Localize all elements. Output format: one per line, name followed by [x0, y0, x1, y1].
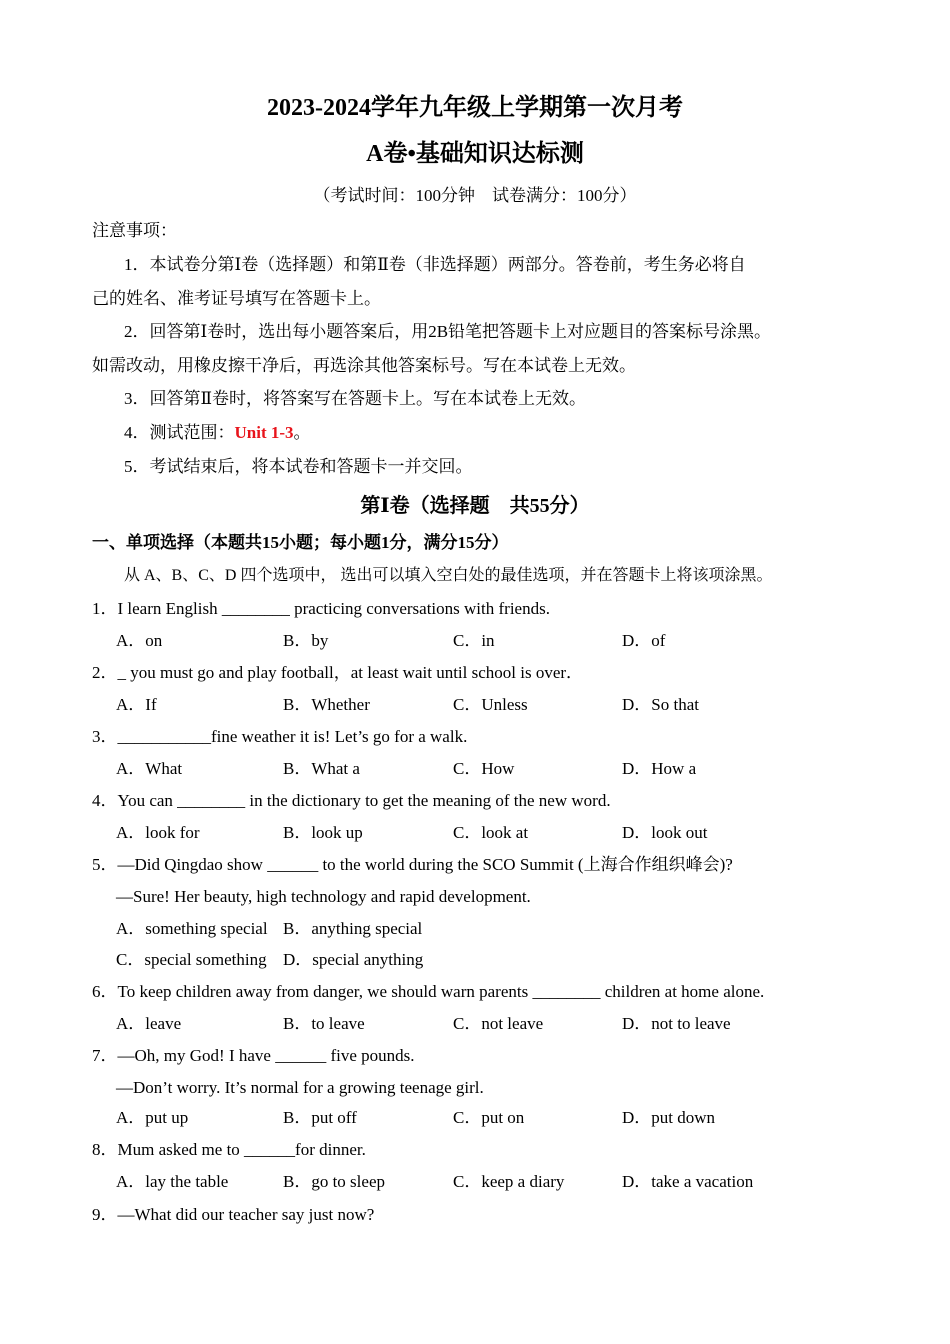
question-4-option-c: C．look at — [453, 823, 529, 842]
question-7-option-c: C．put on — [453, 1108, 525, 1127]
notice-heading: 注意事项： — [92, 221, 177, 240]
notice-item-3: 3．回答第Ⅱ卷时，将答案写在答题卡上。写在本试卷上无效。 — [124, 389, 587, 408]
notice-item-2-line-1: 2．回答第Ⅰ卷时，选出每小题答案后，用2B铅笔把答题卡上对应题目的答案标号涂黑。 — [124, 322, 772, 341]
notice-item-1-line-2: 己的姓名、准考证号填写在答题卡上。 — [92, 289, 381, 308]
question-7-stem: 7．—Oh, my God! I have ______ five pounds. — [92, 1046, 415, 1065]
question-3-stem: 3．___________fine weather it is! Let’s go for a walk. — [92, 727, 468, 746]
question-8-option-a: A．lay the table — [116, 1172, 229, 1191]
question-5-stem: 5．—Did Qingdao show ______ to the world during the SCO Summit (上海合作组织峰会)? — [92, 855, 733, 874]
question-2-option-c: C．Unless — [453, 695, 528, 714]
exam-info: （考试时间：100分钟 试卷满分：100分） — [313, 186, 637, 205]
question-6-stem: 6．To keep children away from danger, we should warn parents ________ children at home alone. — [92, 982, 765, 1001]
question-2-option-d: D．So that — [622, 695, 699, 714]
question-7-reply: —Don’t worry. It’s normal for a growing teenage girl. — [116, 1078, 484, 1097]
question-5-option-c: C．special something — [116, 950, 267, 969]
notice-item-4 — [124, 421, 311, 445]
question-6-option-b: B．to leave — [283, 1014, 365, 1033]
question-3-option-a: A．What — [116, 759, 183, 778]
question-1-option-b: B．by — [283, 631, 329, 650]
question-2-option-a: A．If — [116, 695, 157, 714]
exam-title: 2023-2024学年九年级上学期第一次月考 — [267, 95, 683, 121]
question-3-option-b: B．What a — [283, 759, 360, 778]
question-3-option-d: D．How a — [622, 759, 697, 778]
question-9-stem: 9．—What did our teacher say just now? — [92, 1205, 375, 1224]
question-5-option-b: B．anything special — [283, 919, 423, 938]
question-4-stem: 4．You can ________ in the dictionary to get the meaning of the new word. — [92, 791, 611, 810]
section1-heading: 一、单项选择（本题共15小题；每小题1分，满分15分） — [92, 533, 509, 552]
question-1-option-a: A．on — [116, 631, 163, 650]
notice-item-4-prefix: 4．测试范围： — [124, 423, 235, 442]
question-4-option-a: A．look for — [116, 823, 200, 842]
question-1-option-d: D．of — [622, 631, 666, 650]
question-2-stem: 2．_ you must go and play football，at least wait until school is over． — [92, 663, 584, 682]
question-6-option-c: C．not leave — [453, 1014, 544, 1033]
exam-subtitle: A卷•基础知识达标测 — [366, 141, 584, 167]
question-4-option-d: D．look out — [622, 823, 708, 842]
question-8-option-d: D．take a vacation — [622, 1172, 754, 1191]
question-5-option-a: A．something special — [116, 919, 268, 938]
question-7-option-a: A．put up — [116, 1108, 189, 1127]
question-6-option-d: D．not to leave — [622, 1014, 731, 1033]
notice-item-5: 5．考试结束后，将本试卷和答题卡一并交回。 — [124, 457, 473, 476]
question-5-option-d: D．special anything — [283, 950, 424, 969]
question-1-option-c: C．in — [453, 631, 495, 650]
part1-heading: 第Ⅰ卷（选择题 共55分） — [360, 495, 590, 517]
question-4-option-b: B．look up — [283, 823, 363, 842]
question-5-reply: —Sure! Her beauty, high technology and rapid development. — [116, 887, 531, 906]
question-8-option-c: C．keep a diary — [453, 1172, 565, 1191]
notice-item-1-line-1: 1．本试卷分第Ⅰ卷（选择题）和第Ⅱ卷（非选择题）两部分。答卷前，考生务必将自 — [124, 255, 746, 274]
question-7-option-d: D．put down — [622, 1108, 716, 1127]
notice-item-4-suffix: 。 — [293, 423, 311, 442]
test-range: Unit 1-3 — [234, 423, 294, 442]
question-3-option-c: C．How — [453, 759, 515, 778]
question-7-option-b: B．put off — [283, 1108, 357, 1127]
notice-item-2-line-2: 如需改动，用橡皮擦干净后，再选涂其他答案标号。写在本试卷上无效。 — [92, 356, 636, 375]
question-1-stem: 1．I learn English ________ practicing conversations with friends. — [92, 599, 550, 618]
question-8-stem: 8．Mum asked me to ______for dinner. — [92, 1140, 366, 1159]
question-2-option-b: B．Whether — [283, 695, 370, 714]
question-8-option-b: B．go to sleep — [283, 1172, 385, 1191]
question-6-option-a: A．leave — [116, 1014, 182, 1033]
section1-instruction: 从 A、B、C、D 四个选项中， 选出可以填入空白处的最佳选项，并在答题卡上将该项涂黑。 — [124, 567, 773, 584]
